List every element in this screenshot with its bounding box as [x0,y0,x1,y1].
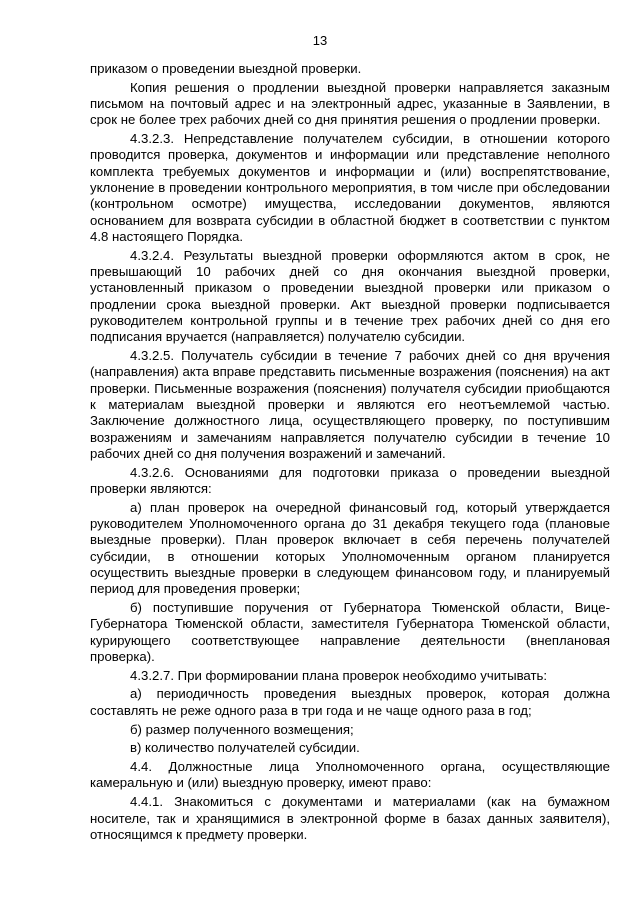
paragraph: 4.4.1. Знакомиться с документами и материалами (как на бумажном носителе, так и хранящимися в электронной форме в базах данных заявителя), относящимся к предмету проверки. [90,794,610,842]
page-number: 13 [312,33,328,48]
paragraph: Копия решения о продлении выездной проверки направляется заказным письмом на почтовый адрес и на электронный адрес, указанные в Заявлении, в срок не более трех рабочих дней со дня принятия решения о продлении проверки. [90,79,610,128]
document-body [90,61,610,846]
list-item: б) размер полученного возмещения; [130,721,354,737]
paragraph: 4.3.2.3. Непредставление получателем субсидии, в отношении которого проводится проверка, документов и информации или представление неполного комплекта требуемых документов и информации и (или) воспрепятствование, уклонение в проведении контрольного мероприятия, в том числе при обследовании (контрольном осмотре) имущества, исследовании документов, являются основанием для возврата субсидии в областной бюджет в соответствии с пунктом 4.8 настоящего Порядка. [90,131,610,244]
paragraph: 4.3.2.5. Получатель субсидии в течение 7 рабочих дней со дня вручения (направления) акта вправе представить письменные возражения (пояснения) на акт проверки. Письменные возражения (пояснения) получателя субсидии приобщаются к материалам выездной проверки и являются его неотъемлемой частью. Заключение должностного лица, осуществляющего проверку, по поступившим возражениям и замечаниям направляется получателю субсидии в течение 10 рабочих дней со дня получения возражений и замечаний. [90,348,610,461]
list-item: б) поступившие поручения от Губернатора Тюменской области, Вице-Губернатора Тюменской области, заместителя Губернатора Тюменской области, курирующего соответствующее направление деятельности (внеплановая проверка). [90,600,610,664]
paragraph: 4.4. Должностные лица Уполномоченного органа, осуществляющие камеральную и (или) выездную проверку, имеют право: [90,759,610,791]
list-item: а) план проверок на очередной финансовый год, который утверждается руководителем Уполномоченного органа до 31 декабря текущего года (плановые выездные проверки). План проверок включает в себя перечень получателей субсидии, в отношении которых Уполномоченным органом планируется осуществить выездные проверки в следующем финансовом году, и планируемый период для проведения проверки; [90,499,610,597]
paragraph: 4.3.2.6. Основаниями для подготовки приказа о проведении выездной проверки являются: [90,464,610,496]
paragraph: 4.3.2.4. Результаты выездной проверки оформляются актом в срок, не превышающий 10 рабочих дней со дня окончания выездной проверки, установленный приказом о проведении выездной проверки или приказом о продлении срока выездной проверки. Акт выездной проверки подписывается руководителем контрольной группы и в течение трех рабочих дней со дня его подписания вручается (направляется) получателю субсидии. [90,247,610,345]
paragraph: приказом о проведении выездной проверки. [90,61,362,76]
list-item: а) периодичность проведения выездных проверок, которая должна составлять не реже одного раза в три года и не чаще одного раза в год; [90,686,610,718]
paragraph: 4.3.2.7. При формировании плана проверок необходимо учитывать: [130,667,548,683]
list-item: в) количество получателей субсидии. [130,740,360,756]
